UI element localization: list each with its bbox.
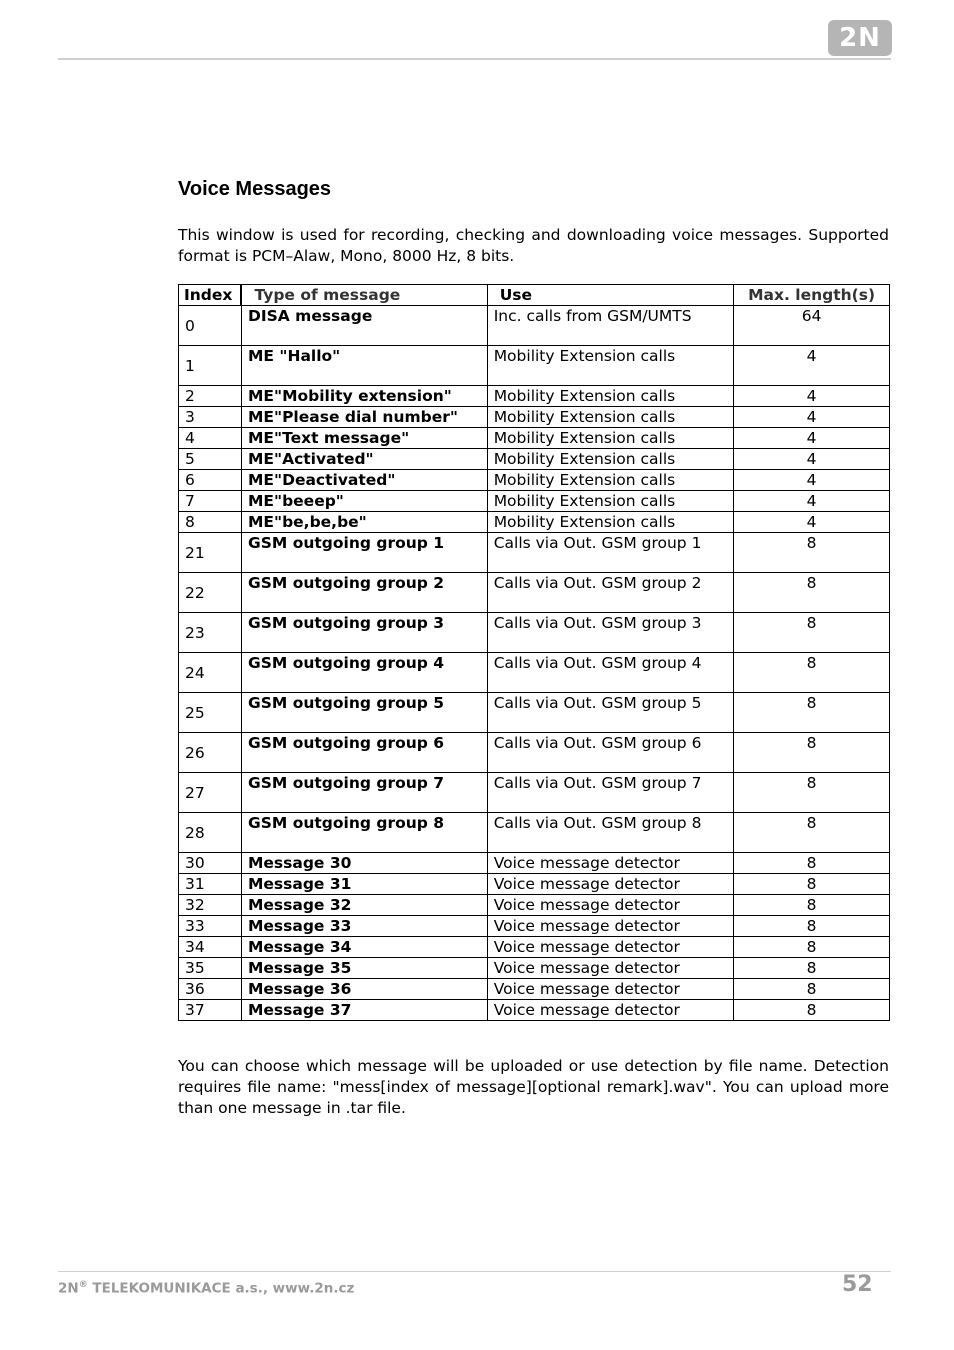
table-row (179, 533, 890, 573)
table-row (179, 813, 890, 853)
cell-max-length: 4 (734, 428, 890, 449)
table-row (179, 916, 890, 937)
cell-max-length: 8 (734, 733, 890, 773)
cell-index: 7 (179, 491, 242, 512)
cell-type: GSM outgoing group 2 (241, 573, 487, 613)
cell-max-length: 8 (734, 573, 890, 613)
cell-max-length: 8 (734, 874, 890, 895)
cell-max-length: 4 (734, 491, 890, 512)
table-row (179, 1000, 890, 1021)
cell-use: Calls via Out. GSM group 7 (487, 773, 734, 813)
cell-index: 23 (179, 613, 242, 653)
table-row (179, 895, 890, 916)
cell-index: 3 (179, 407, 242, 428)
cell-max-length: 64 (734, 306, 890, 346)
footer-company (58, 1280, 354, 1297)
cell-type: Message 36 (241, 979, 487, 1000)
footer-company-text: TELEKOMUNIKACE a.s., www.2n.cz (87, 1280, 355, 1297)
cell-index: 32 (179, 895, 242, 916)
cell-use: Mobility Extension calls (487, 470, 734, 491)
2n-logo: 2N (828, 20, 892, 56)
table-row (179, 428, 890, 449)
cell-index: 5 (179, 449, 242, 470)
cell-type: ME"Mobility extension" (241, 386, 487, 407)
cell-use: Voice message detector (487, 937, 734, 958)
cell-index: 28 (179, 813, 242, 853)
cell-use: Calls via Out. GSM group 1 (487, 533, 734, 573)
cell-use: Mobility Extension calls (487, 386, 734, 407)
header-index: Index (179, 285, 242, 306)
cell-type: GSM outgoing group 5 (241, 693, 487, 733)
cell-index: 25 (179, 693, 242, 733)
cell-index: 0 (179, 306, 242, 346)
cell-max-length: 4 (734, 346, 890, 386)
cell-index: 33 (179, 916, 242, 937)
cell-index: 6 (179, 470, 242, 491)
cell-max-length: 4 (734, 470, 890, 491)
cell-use: Calls via Out. GSM group 6 (487, 733, 734, 773)
cell-index: 35 (179, 958, 242, 979)
cell-index: 24 (179, 653, 242, 693)
cell-max-length: 8 (734, 533, 890, 573)
cell-type: Message 31 (241, 874, 487, 895)
table-row (179, 937, 890, 958)
cell-type: GSM outgoing group 7 (241, 773, 487, 813)
cell-index: 4 (179, 428, 242, 449)
footer-brand: 2N (58, 1280, 79, 1297)
cell-max-length: 8 (734, 613, 890, 653)
cell-index: 1 (179, 346, 242, 386)
voice-messages-table (178, 284, 890, 1021)
table-row (179, 693, 890, 733)
cell-type: ME"Text message" (241, 428, 487, 449)
cell-max-length: 4 (734, 449, 890, 470)
cell-use: Voice message detector (487, 1000, 734, 1021)
cell-use: Voice message detector (487, 916, 734, 937)
cell-index: 27 (179, 773, 242, 813)
table-row (179, 470, 890, 491)
cell-index: 30 (179, 853, 242, 874)
table-row (179, 306, 890, 346)
cell-max-length: 4 (734, 386, 890, 407)
table-row (179, 773, 890, 813)
cell-use: Calls via Out. GSM group 8 (487, 813, 734, 853)
cell-use: Voice message detector (487, 853, 734, 874)
cell-max-length: 8 (734, 895, 890, 916)
cell-type: Message 35 (241, 958, 487, 979)
cell-type: ME"Please dial number" (241, 407, 487, 428)
cell-use: Calls via Out. GSM group 4 (487, 653, 734, 693)
table-row (179, 407, 890, 428)
cell-type: Message 37 (241, 1000, 487, 1021)
table-row (179, 512, 890, 533)
cell-type: Message 33 (241, 916, 487, 937)
cell-use: Voice message detector (487, 979, 734, 1000)
cell-type: Message 30 (241, 853, 487, 874)
table-row (179, 979, 890, 1000)
table-row (179, 958, 890, 979)
cell-use: Mobility Extension calls (487, 428, 734, 449)
header-use: Use (487, 285, 734, 306)
cell-type: Message 32 (241, 895, 487, 916)
cell-use: Mobility Extension calls (487, 346, 734, 386)
cell-max-length: 8 (734, 653, 890, 693)
table-row (179, 613, 890, 653)
table-header-row (179, 285, 890, 306)
cell-use: Mobility Extension calls (487, 512, 734, 533)
cell-type: GSM outgoing group 6 (241, 733, 487, 773)
cell-max-length: 4 (734, 512, 890, 533)
page-number: 52 (842, 1272, 873, 1297)
cell-max-length: 8 (734, 1000, 890, 1021)
cell-max-length: 8 (734, 853, 890, 874)
cell-type: ME"Deactivated" (241, 470, 487, 491)
cell-use: Mobility Extension calls (487, 407, 734, 428)
table-row (179, 733, 890, 773)
cell-type: GSM outgoing group 8 (241, 813, 487, 853)
table-row (179, 573, 890, 613)
cell-max-length: 8 (734, 773, 890, 813)
section-title: Voice Messages (178, 178, 332, 200)
table-row (179, 449, 890, 470)
cell-use: Mobility Extension calls (487, 449, 734, 470)
cell-index: 21 (179, 533, 242, 573)
cell-max-length: 8 (734, 979, 890, 1000)
cell-type: Message 34 (241, 937, 487, 958)
table-row (179, 491, 890, 512)
cell-index: 8 (179, 512, 242, 533)
cell-type: GSM outgoing group 4 (241, 653, 487, 693)
cell-type: ME "Hallo" (241, 346, 487, 386)
intro-paragraph: This window is used for recording, checking and downloading voice messages. Supported format is PCM–Alaw, Mono, 8000 Hz, 8 bits. (178, 226, 889, 265)
cell-index: 2 (179, 386, 242, 407)
cell-use: Voice message detector (487, 874, 734, 895)
table-row (179, 386, 890, 407)
cell-max-length: 4 (734, 407, 890, 428)
table-body (179, 306, 890, 1021)
cell-type: ME"Activated" (241, 449, 487, 470)
cell-use: Calls via Out. GSM group 2 (487, 573, 734, 613)
cell-index: 26 (179, 733, 242, 773)
cell-index: 37 (179, 1000, 242, 1021)
header-type: Type of message (241, 285, 487, 306)
cell-index: 36 (179, 979, 242, 1000)
header-max-length: Max. length(s) (734, 285, 890, 306)
cell-index: 22 (179, 573, 242, 613)
cell-use: Inc. calls from GSM/UMTS (487, 306, 734, 346)
footer-rule (58, 1271, 891, 1272)
cell-use: Voice message detector (487, 958, 734, 979)
cell-max-length: 8 (734, 693, 890, 733)
cell-type: ME"beeep" (241, 491, 487, 512)
cell-type: GSM outgoing group 1 (241, 533, 487, 573)
cell-use: Calls via Out. GSM group 3 (487, 613, 734, 653)
cell-use: Voice message detector (487, 895, 734, 916)
cell-type: ME"be,be,be" (241, 512, 487, 533)
cell-use: Mobility Extension calls (487, 491, 734, 512)
table-row (179, 874, 890, 895)
cell-max-length: 8 (734, 916, 890, 937)
table-row (179, 653, 890, 693)
registered-mark: ® (78, 1280, 88, 1290)
cell-max-length: 8 (734, 813, 890, 853)
cell-index: 31 (179, 874, 242, 895)
header-rule (58, 58, 891, 60)
cell-type: DISA message (241, 306, 487, 346)
cell-max-length: 8 (734, 958, 890, 979)
table-row (179, 346, 890, 386)
cell-index: 34 (179, 937, 242, 958)
outro-paragraph: You can choose which message will be uploaded or use detection by file name. Detection requires file name: "mess[index of message][optional remark].wav". You can upload more than one message in .tar file. (178, 1057, 889, 1117)
cell-max-length: 8 (734, 937, 890, 958)
table-row (179, 853, 890, 874)
cell-type: GSM outgoing group 3 (241, 613, 487, 653)
cell-use: Calls via Out. GSM group 5 (487, 693, 734, 733)
